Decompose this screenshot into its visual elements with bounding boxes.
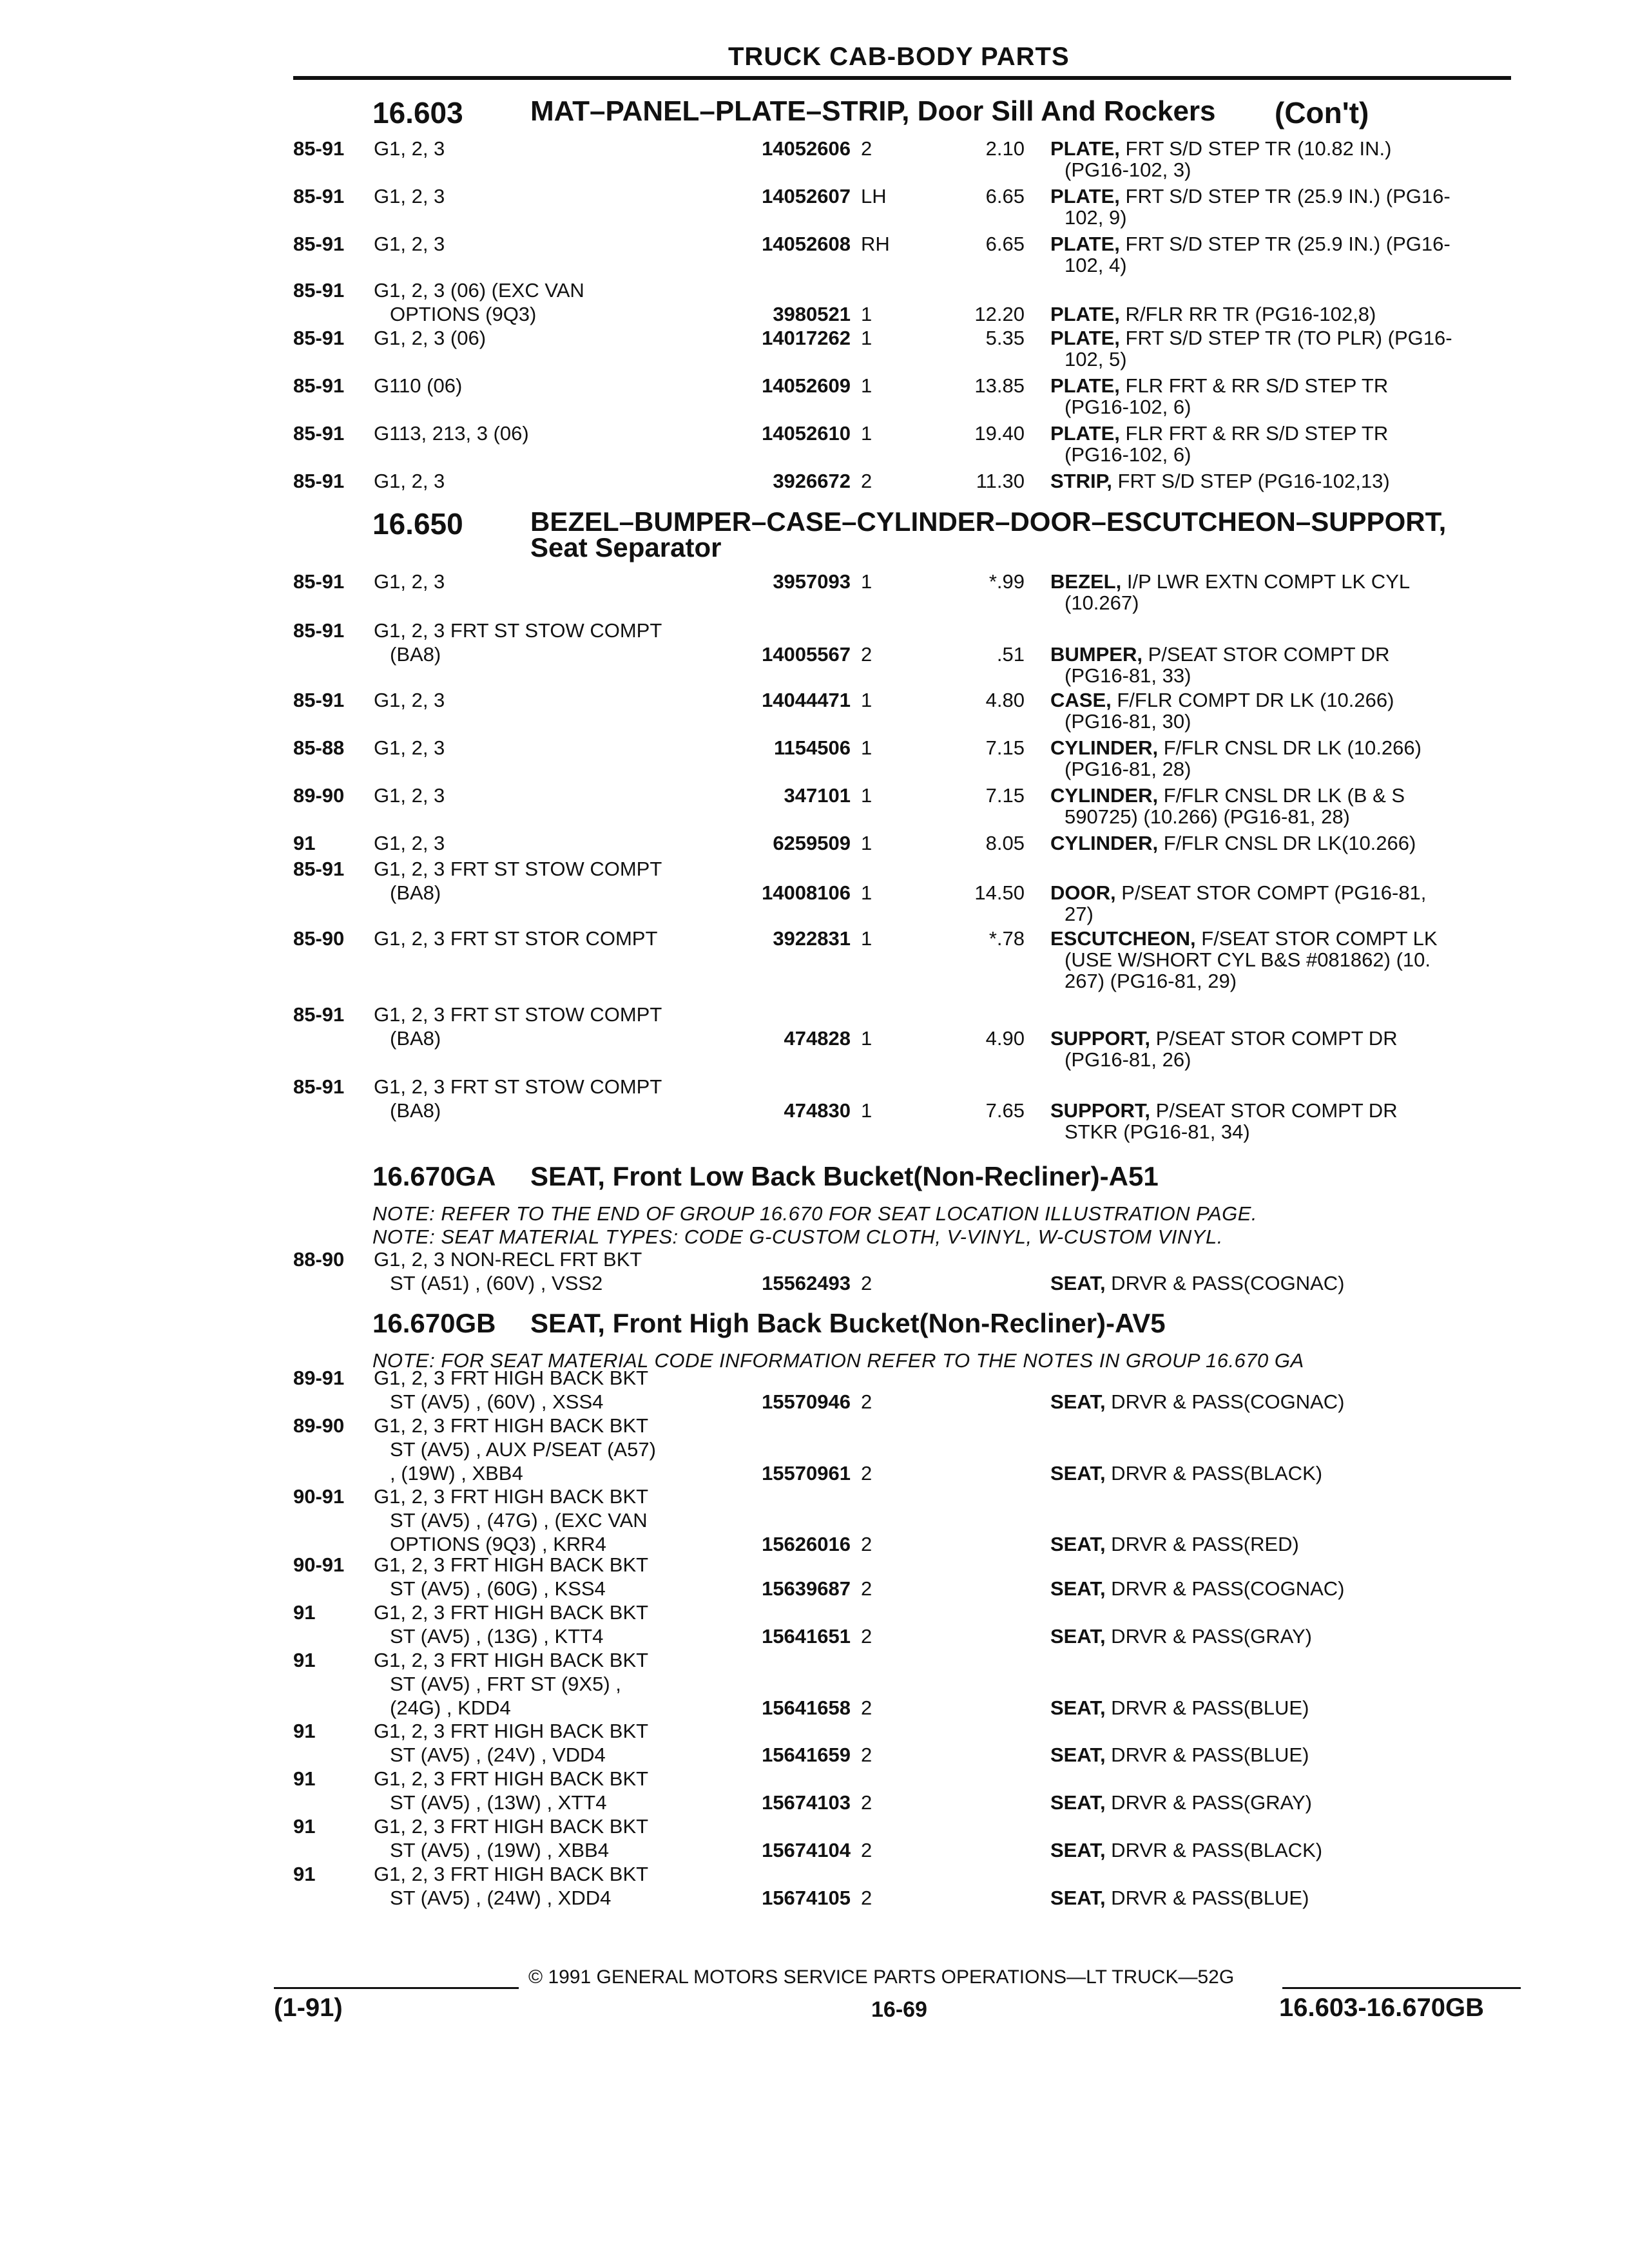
part-name xyxy=(1050,570,1514,593)
part-number: 14052606 xyxy=(762,137,851,160)
quantity: 2 xyxy=(861,1462,872,1485)
price: *.78 xyxy=(988,927,1025,950)
price: 6.65 xyxy=(985,233,1025,255)
part-name-keyword: PLATE, xyxy=(1050,422,1120,445)
fitment-description: G1, 2, 3 FRT HIGH BACK BKT xyxy=(374,1367,649,1389)
year-range: 85-91 xyxy=(293,858,345,880)
year-range: 89-90 xyxy=(293,784,345,807)
quantity: 1 xyxy=(861,927,872,950)
quantity: 2 xyxy=(861,1577,872,1600)
fitment-description: ST (A51) , (60V) , VSS2 xyxy=(390,1272,603,1294)
part-number: 6259509 xyxy=(773,832,851,854)
part-name-continued: 102, 4) xyxy=(1065,254,1127,276)
price: 6.65 xyxy=(985,185,1025,207)
year-range: 85-90 xyxy=(293,927,345,950)
part-name-keyword: STRIP, xyxy=(1050,470,1112,492)
part-name-keyword: PLATE, xyxy=(1050,233,1120,255)
note-line: NOTE: REFER TO THE END OF GROUP 16.670 FOR SEAT LOCATION ILLUSTRATION PAGE. xyxy=(372,1202,1258,1225)
part-name-detail: F/FLR COMPT DR LK (10.266) xyxy=(1111,689,1394,711)
note-line: NOTE: SEAT MATERIAL TYPES: CODE G-CUSTOM CLOTH, V-VINYL, W-CUSTOM VINYL. xyxy=(372,1225,1223,1248)
quantity: 2 xyxy=(861,643,872,666)
price: 7.15 xyxy=(985,736,1025,759)
part-number: 3957093 xyxy=(773,570,851,593)
part-name xyxy=(1050,1624,1514,1648)
section-title: SEAT, Front Low Back Bucket(Non-Recliner)-A51 xyxy=(530,1161,1159,1191)
fitment-description: G1, 2, 3 FRT HIGH BACK BKT xyxy=(374,1767,649,1790)
fitment-description: G1, 2, 3 xyxy=(374,784,445,807)
section-heading-16-670gb xyxy=(372,1308,1519,1343)
part-number: 15570946 xyxy=(762,1390,851,1413)
part-number: 15562493 xyxy=(762,1272,851,1294)
quantity: 1 xyxy=(861,422,872,445)
quantity: 1 xyxy=(861,784,872,807)
part-name xyxy=(1050,1743,1514,1767)
part-name-detail: FLR FRT & RR S/D STEP TR xyxy=(1119,374,1389,397)
part-name-continued: (10.267) xyxy=(1065,591,1139,614)
fitment-description: ST (AV5) , (19W) , XBB4 xyxy=(390,1839,609,1861)
part-name-keyword: CYLINDER, xyxy=(1050,784,1159,807)
part-name-keyword: SEAT, xyxy=(1050,1625,1106,1648)
part-name-keyword: CYLINDER, xyxy=(1050,736,1159,759)
year-range: 91 xyxy=(293,1601,316,1624)
part-name-keyword: SEAT, xyxy=(1050,1744,1106,1766)
year-range: 85-88 xyxy=(293,736,345,759)
price: 19.40 xyxy=(974,422,1025,445)
quantity: 1 xyxy=(861,374,872,397)
year-range: 85-91 xyxy=(293,279,345,302)
part-name-detail: FRT S/D STEP (PG16-102,13) xyxy=(1112,470,1390,492)
part-number: 3922831 xyxy=(773,927,851,950)
fitment-description: G1, 2, 3 xyxy=(374,689,445,711)
footer-rule-left xyxy=(274,1987,519,1989)
part-name-detail: DRVR & PASS(GRAY) xyxy=(1105,1625,1312,1648)
fitment-description: G1, 2, 3 xyxy=(374,570,445,593)
part-name xyxy=(1050,831,1514,855)
fitment-description: G1, 2, 3 FRT HIGH BACK BKT xyxy=(374,1815,649,1838)
part-name-keyword: BEZEL, xyxy=(1050,570,1122,593)
part-name-continued: (USE W/SHORT CYL B&S #081862) (10. xyxy=(1065,948,1431,971)
price: 7.15 xyxy=(985,784,1025,807)
year-range: 85-91 xyxy=(293,1003,345,1026)
fitment-description: G1, 2, 3 xyxy=(374,832,445,854)
page-header-title: TRUCK CAB-BODY PARTS xyxy=(728,43,1070,71)
part-name-detail: R/FLR RR TR (PG16-102,8) xyxy=(1119,303,1376,325)
quantity: 2 xyxy=(861,1390,872,1413)
part-name-continued: 102, 5) xyxy=(1065,348,1127,370)
fitment-description: G1, 2, 3 xyxy=(374,185,445,207)
part-name-detail: P/SEAT STOR COMPT DR xyxy=(1150,1027,1398,1050)
part-name xyxy=(1050,469,1514,493)
quantity: 2 xyxy=(861,1272,872,1294)
part-name-continued: (PG16-81, 33) xyxy=(1065,664,1191,687)
header-rule xyxy=(293,76,1511,80)
price: 2.10 xyxy=(985,137,1025,160)
part-name xyxy=(1050,736,1514,760)
fitment-description: G1, 2, 3 FRT ST STOW COMPT xyxy=(374,858,662,880)
part-name-continued: (PG16-81, 26) xyxy=(1065,1048,1191,1071)
fitment-description: ST (AV5) , (60G) , KSS4 xyxy=(390,1577,606,1600)
part-name xyxy=(1050,302,1514,326)
footer-copyright: © 1991 GENERAL MOTORS SERVICE PARTS OPERATIONS—LT TRUCK—52G xyxy=(528,1966,1235,1988)
section-number: 16.650 xyxy=(372,507,463,541)
quantity: 1 xyxy=(861,736,872,759)
year-range: 85-91 xyxy=(293,570,345,593)
fitment-description: G1, 2, 3 xyxy=(374,137,445,160)
section-title: SEAT, Front High Back Bucket(Non-Recliner)-AV5 xyxy=(530,1308,1166,1338)
quantity: 1 xyxy=(861,303,872,325)
part-name-continued: 27) xyxy=(1065,903,1094,925)
part-number: 474830 xyxy=(784,1099,851,1122)
quantity: 2 xyxy=(861,137,872,160)
part-name-keyword: SEAT, xyxy=(1050,1462,1106,1485)
part-name xyxy=(1050,1390,1514,1414)
year-range: 91 xyxy=(293,832,316,854)
quantity: 1 xyxy=(861,689,872,711)
price: 14.50 xyxy=(974,881,1025,904)
part-name xyxy=(1050,688,1514,712)
part-name-continued: (PG16-102, 6) xyxy=(1065,443,1191,466)
year-range: 85-91 xyxy=(293,137,345,160)
part-name-detail: DRVR & PASS(BLUE) xyxy=(1105,1696,1309,1719)
part-number: 14017262 xyxy=(762,327,851,349)
part-name-keyword: ESCUTCHEON, xyxy=(1050,927,1196,950)
fitment-description: G1, 2, 3 FRT HIGH BACK BKT xyxy=(374,1553,649,1576)
fitment-description: (BA8) xyxy=(390,881,441,904)
part-name-detail: DRVR & PASS(COGNAC) xyxy=(1105,1577,1345,1600)
year-range: 85-91 xyxy=(293,327,345,349)
year-range: 85-91 xyxy=(293,185,345,207)
fitment-description: G1, 2, 3 FRT HIGH BACK BKT xyxy=(374,1601,649,1624)
fitment-description: (BA8) xyxy=(390,1099,441,1122)
section-title-line2: Seat Separator xyxy=(530,532,722,562)
section-title: MAT–PANEL–PLATE–STRIP, Door Sill And Rockers xyxy=(530,95,1216,127)
part-name-keyword: PLATE, xyxy=(1050,137,1120,160)
part-name-keyword: PLATE, xyxy=(1050,374,1120,397)
price: *.99 xyxy=(988,570,1025,593)
part-name-keyword: SEAT, xyxy=(1050,1533,1106,1555)
part-name xyxy=(1050,1696,1514,1720)
quantity: 2 xyxy=(861,1533,872,1555)
part-number: 14052608 xyxy=(762,233,851,255)
fitment-description: OPTIONS (9Q3) xyxy=(390,303,537,325)
year-range: 90-91 xyxy=(293,1485,345,1508)
part-name-keyword: SEAT, xyxy=(1050,1272,1106,1294)
part-name xyxy=(1050,642,1514,666)
quantity: 2 xyxy=(861,470,872,492)
part-number: 347101 xyxy=(784,784,851,807)
fitment-description: ST (AV5) , (60V) , XSS4 xyxy=(390,1390,604,1413)
part-name xyxy=(1050,1532,1514,1556)
section-continued: (Con't) xyxy=(1275,96,1369,130)
part-number: 14005567 xyxy=(762,643,851,666)
part-number: 15674103 xyxy=(762,1791,851,1814)
part-name-keyword: CYLINDER, xyxy=(1050,832,1159,854)
part-name xyxy=(1050,137,1514,160)
year-range: 85-91 xyxy=(293,374,345,397)
part-name-keyword: SUPPORT, xyxy=(1050,1027,1151,1050)
part-name-keyword: PLATE, xyxy=(1050,303,1120,325)
part-number: 15674105 xyxy=(762,1887,851,1909)
price: 4.90 xyxy=(985,1027,1025,1050)
part-name-keyword: DOOR, xyxy=(1050,881,1116,904)
fitment-description: ST (AV5) , (13W) , XTT4 xyxy=(390,1791,607,1814)
part-name-detail: P/SEAT STOR COMPT DR xyxy=(1150,1099,1398,1122)
part-name-detail: F/FLR CNSL DR LK (10.266) xyxy=(1158,736,1422,759)
year-range: 85-91 xyxy=(293,470,345,492)
part-name-keyword: BUMPER, xyxy=(1050,643,1142,666)
price: 8.05 xyxy=(985,832,1025,854)
price: .51 xyxy=(996,643,1025,666)
section-heading-16-603 xyxy=(372,95,1519,130)
year-range: 91 xyxy=(293,1767,316,1790)
part-name xyxy=(1050,1838,1514,1862)
footer-rule-right xyxy=(1282,1987,1521,1989)
part-name xyxy=(1050,374,1514,398)
part-name-detail: FRT S/D STEP TR (25.9 IN.) (PG16- xyxy=(1119,185,1451,207)
part-name-detail: DRVR & PASS(GRAY) xyxy=(1105,1791,1312,1814)
footer-date: (1-91) xyxy=(274,1994,343,2022)
part-name-keyword: SEAT, xyxy=(1050,1577,1106,1600)
part-name-detail: DRVR & PASS(RED) xyxy=(1105,1533,1299,1555)
fitment-description: ST (AV5) , (13G) , KTT4 xyxy=(390,1625,604,1648)
part-name-continued: (PG16-81, 28) xyxy=(1065,758,1191,780)
part-number: 15641659 xyxy=(762,1744,851,1766)
part-name xyxy=(1050,326,1514,350)
section-heading-16-670ga xyxy=(372,1161,1519,1196)
price: 11.30 xyxy=(976,470,1025,492)
fitment-description: G1, 2, 3 FRT HIGH BACK BKT xyxy=(374,1863,649,1885)
part-name-detail: I/P LWR EXTN COMPT LK CYL xyxy=(1121,570,1411,593)
part-name-detail: P/SEAT STOR COMPT DR xyxy=(1142,643,1390,666)
quantity: RH xyxy=(861,233,890,255)
part-name-keyword: CASE, xyxy=(1050,689,1112,711)
part-number: 3980521 xyxy=(773,303,851,325)
quantity: 1 xyxy=(861,832,872,854)
quantity: 1 xyxy=(861,881,872,904)
price: 5.35 xyxy=(985,327,1025,349)
year-range: 85-91 xyxy=(293,1075,345,1098)
fitment-description: G1, 2, 3 FRT ST STOW COMPT xyxy=(374,1075,662,1098)
part-name-detail: DRVR & PASS(BLUE) xyxy=(1105,1887,1309,1909)
part-name-continued: (PG16-102, 6) xyxy=(1065,396,1191,418)
price: 4.80 xyxy=(985,689,1025,711)
section-title: BEZEL–BUMPER–CASE–CYLINDER–DOOR–ESCUTCHEON–SUPPORT, xyxy=(530,506,1447,537)
fitment-description: G1, 2, 3 FRT HIGH BACK BKT xyxy=(374,1414,649,1437)
part-number: 15570961 xyxy=(762,1462,851,1485)
fitment-description: (BA8) xyxy=(390,1027,441,1050)
part-number: 14052609 xyxy=(762,374,851,397)
fitment-description: G1, 2, 3 NON-RECL FRT BKT xyxy=(374,1248,642,1271)
part-name-keyword: SEAT, xyxy=(1050,1791,1106,1814)
part-name xyxy=(1050,232,1514,256)
part-name xyxy=(1050,1791,1514,1814)
price: 13.85 xyxy=(974,374,1025,397)
part-number: 14052607 xyxy=(762,185,851,207)
note-line: NOTE: FOR SEAT MATERIAL CODE INFORMATION REFER TO THE NOTES IN GROUP 16.670 GA xyxy=(372,1349,1304,1372)
part-name-continued: 267) (PG16-81, 29) xyxy=(1065,970,1237,992)
part-number: 15641658 xyxy=(762,1696,851,1719)
quantity: 2 xyxy=(861,1625,872,1648)
part-number: 15674104 xyxy=(762,1839,851,1861)
fitment-description: G1, 2, 3 xyxy=(374,233,445,255)
fitment-description: G1, 2, 3 (06) (EXC VAN xyxy=(374,279,584,302)
year-range: 85-91 xyxy=(293,689,345,711)
part-number: 14008106 xyxy=(762,881,851,904)
fitment-description: G1, 2, 3 xyxy=(374,736,445,759)
part-name xyxy=(1050,1577,1514,1600)
part-name xyxy=(1050,927,1514,950)
quantity: LH xyxy=(861,185,887,207)
footer-page-number: 16-69 xyxy=(871,1997,927,2022)
fitment-description: G1, 2, 3 FRT HIGH BACK BKT xyxy=(374,1485,649,1508)
part-number: 15639687 xyxy=(762,1577,851,1600)
part-name xyxy=(1050,881,1514,905)
part-name xyxy=(1050,1026,1514,1050)
section-number: 16.670GA xyxy=(372,1161,496,1191)
part-name-detail: DRVR & PASS(COGNAC) xyxy=(1105,1272,1345,1294)
quantity: 1 xyxy=(861,570,872,593)
part-name-keyword: PLATE, xyxy=(1050,185,1120,207)
fitment-description: G1, 2, 3 (06) xyxy=(374,327,487,349)
fitment-description: (BA8) xyxy=(390,643,441,666)
fitment-description: ST (AV5) , (24W) , XDD4 xyxy=(390,1887,612,1909)
year-range: 89-90 xyxy=(293,1414,345,1437)
part-name-detail: DRVR & PASS(BLUE) xyxy=(1105,1744,1309,1766)
part-number: 1154506 xyxy=(774,736,851,759)
section-number: 16.670GB xyxy=(372,1308,496,1338)
fitment-description: G113, 213, 3 (06) xyxy=(374,422,529,445)
part-name xyxy=(1050,1461,1514,1485)
fitment-description: ST (AV5) , AUX P/SEAT (A57) xyxy=(390,1438,656,1461)
quantity: 2 xyxy=(861,1791,872,1814)
part-name xyxy=(1050,1886,1514,1910)
part-name xyxy=(1050,1099,1514,1122)
year-range: 90-91 xyxy=(293,1553,345,1576)
fitment-description: G1, 2, 3 FRT HIGH BACK BKT xyxy=(374,1720,649,1742)
part-number: 15626016 xyxy=(762,1533,851,1555)
fitment-description: OPTIONS (9Q3) , KRR4 xyxy=(390,1533,606,1555)
part-name-detail: DRVR & PASS(COGNAC) xyxy=(1105,1390,1345,1413)
part-name xyxy=(1050,783,1514,807)
part-name-continued: (PG16-102, 3) xyxy=(1065,159,1191,181)
part-name-detail: DRVR & PASS(BLACK) xyxy=(1105,1462,1323,1485)
part-name-continued: 102, 9) xyxy=(1065,206,1127,229)
part-name-detail: DRVR & PASS(BLACK) xyxy=(1105,1839,1323,1861)
part-name-keyword: SEAT, xyxy=(1050,1839,1106,1861)
part-name-detail: F/FLR CNSL DR LK (B & S xyxy=(1158,784,1405,807)
section-number: 16.603 xyxy=(372,96,463,130)
part-name-keyword: PLATE, xyxy=(1050,327,1120,349)
part-name-detail: P/SEAT STOR COMPT (PG16-81, xyxy=(1115,881,1427,904)
year-range: 89-91 xyxy=(293,1367,345,1389)
price: 12.20 xyxy=(974,303,1025,325)
part-name xyxy=(1050,421,1514,445)
fitment-description: G110 (06) xyxy=(374,374,463,397)
footer-section-range: 16.603-16.670GB xyxy=(1279,1994,1485,2022)
year-range: 91 xyxy=(293,1720,316,1742)
fitment-description: , (19W) , XBB4 xyxy=(390,1462,523,1485)
year-range: 85-91 xyxy=(293,422,345,445)
fitment-description: (24G) , KDD4 xyxy=(390,1696,511,1719)
year-range: 85-91 xyxy=(293,619,345,642)
part-name-detail: FLR FRT & RR S/D STEP TR xyxy=(1119,422,1389,445)
part-name-keyword: SEAT, xyxy=(1050,1887,1106,1909)
part-name-detail: FRT S/D STEP TR (10.82 IN.) xyxy=(1119,137,1392,160)
year-range: 91 xyxy=(293,1863,316,1885)
year-range: 88-90 xyxy=(293,1248,345,1271)
part-number: 14052610 xyxy=(762,422,851,445)
quantity: 1 xyxy=(861,327,872,349)
part-number: 15641651 xyxy=(762,1625,851,1648)
part-name-keyword: SUPPORT, xyxy=(1050,1099,1151,1122)
quantity: 2 xyxy=(861,1887,872,1909)
part-name-detail: F/SEAT STOR COMPT LK xyxy=(1195,927,1438,950)
fitment-description: G1, 2, 3 FRT ST STOW COMPT xyxy=(374,619,662,642)
price: 7.65 xyxy=(985,1099,1025,1122)
fitment-description: G1, 2, 3 xyxy=(374,470,445,492)
part-name-keyword: SEAT, xyxy=(1050,1390,1106,1413)
quantity: 1 xyxy=(861,1027,872,1050)
part-number: 474828 xyxy=(784,1027,851,1050)
part-name xyxy=(1050,184,1514,208)
part-name-continued: 590725) (10.266) (PG16-81, 28) xyxy=(1065,805,1350,828)
fitment-description: ST (AV5) , (24V) , VDD4 xyxy=(390,1744,606,1766)
fitment-description: ST (AV5) , (47G) , (EXC VAN xyxy=(390,1509,648,1532)
part-name-continued: STKR (PG16-81, 34) xyxy=(1065,1120,1250,1143)
quantity: 2 xyxy=(861,1744,872,1766)
fitment-description: ST (AV5) , FRT ST (9X5) , xyxy=(390,1673,621,1695)
fitment-description: G1, 2, 3 FRT ST STOR COMPT xyxy=(374,927,658,950)
quantity: 2 xyxy=(861,1696,872,1719)
part-name-detail: FRT S/D STEP TR (TO PLR) (PG16- xyxy=(1119,327,1452,349)
fitment-description: G1, 2, 3 FRT ST STOW COMPT xyxy=(374,1003,662,1026)
part-name-detail: FRT S/D STEP TR (25.9 IN.) (PG16- xyxy=(1119,233,1451,255)
quantity: 2 xyxy=(861,1839,872,1861)
year-range: 85-91 xyxy=(293,233,345,255)
part-number: 14044471 xyxy=(762,689,851,711)
year-range: 91 xyxy=(293,1649,316,1671)
year-range: 91 xyxy=(293,1815,316,1838)
part-name-keyword: SEAT, xyxy=(1050,1696,1106,1719)
part-number: 3926672 xyxy=(773,470,851,492)
part-name xyxy=(1050,1271,1514,1295)
quantity: 1 xyxy=(861,1099,872,1122)
part-name-detail: F/FLR CNSL DR LK(10.266) xyxy=(1158,832,1416,854)
fitment-description: G1, 2, 3 FRT HIGH BACK BKT xyxy=(374,1649,649,1671)
part-name-continued: (PG16-81, 30) xyxy=(1065,710,1191,733)
section-heading-16-650 xyxy=(372,506,1519,571)
